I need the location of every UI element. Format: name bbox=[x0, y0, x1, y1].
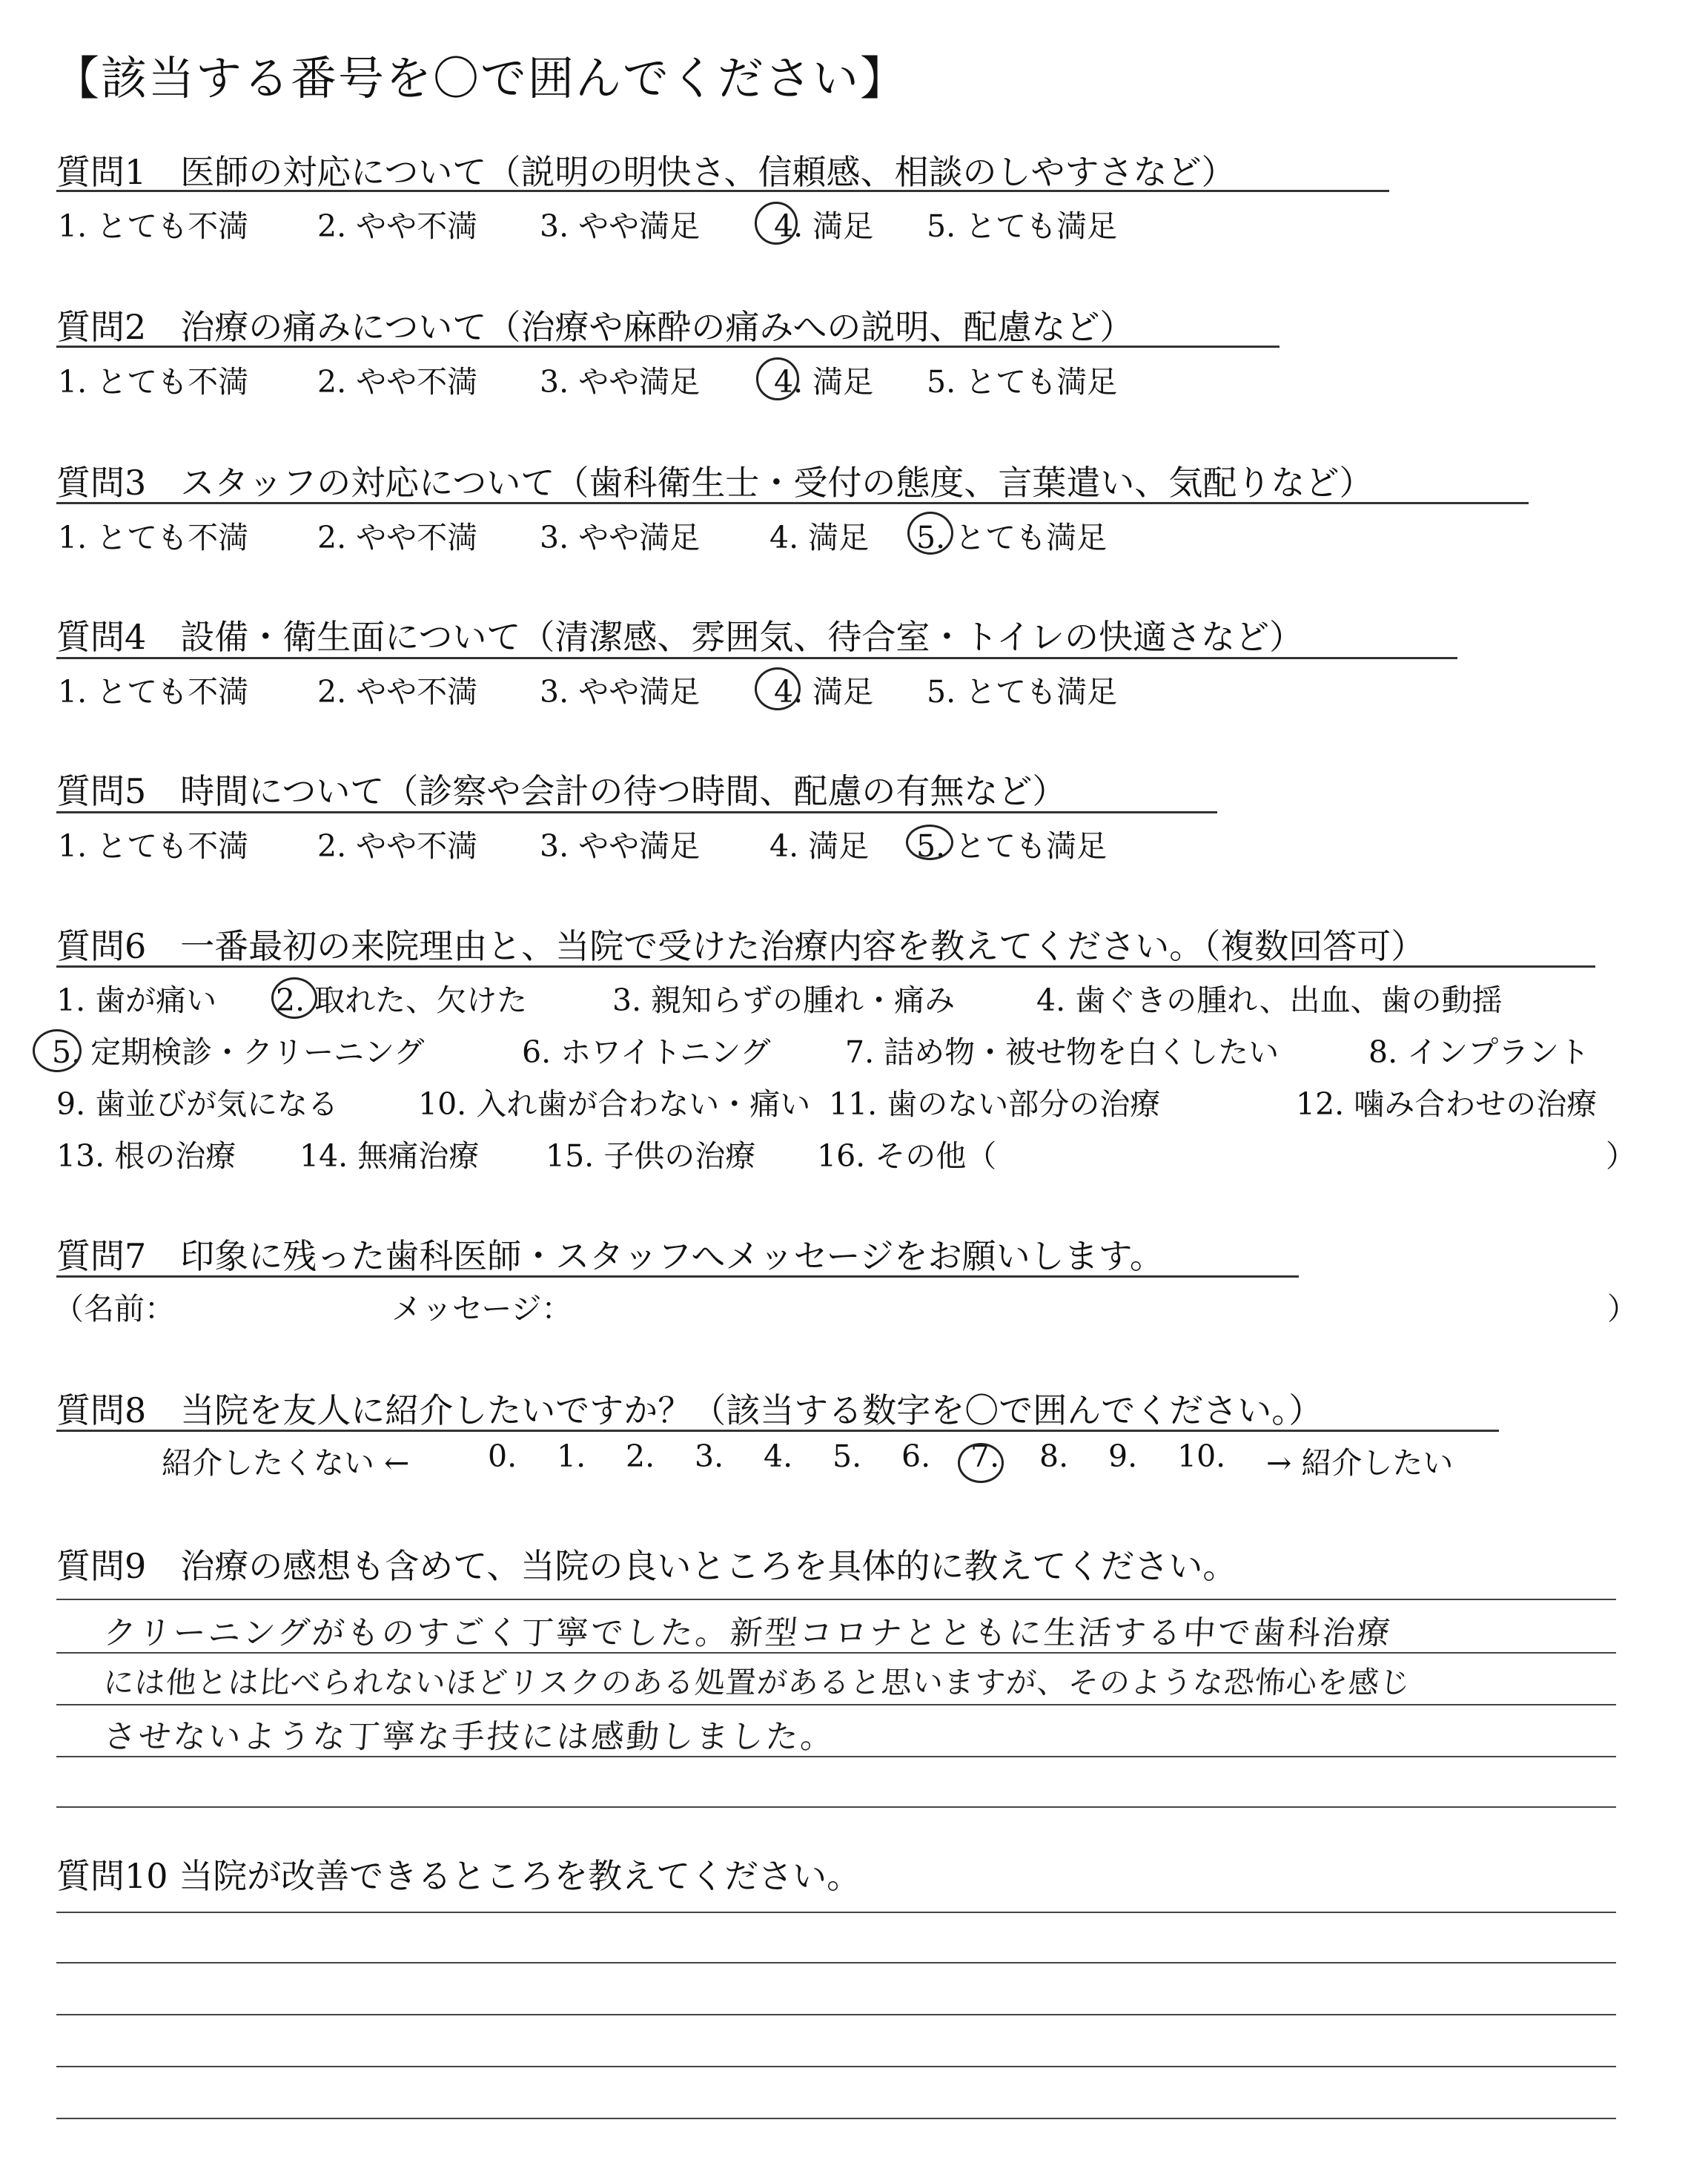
option[interactable]: 2. やや不満 bbox=[317, 520, 478, 555]
selection-circle bbox=[33, 1029, 82, 1072]
question-3-label: 質問3 スタッフの対応について（歯科衛生士・受付の態度、言葉遣い、気配りなど） bbox=[56, 463, 1374, 503]
question-5-label: 質問5 時間について（診察や会計の待つ時間、配慮の有無など） bbox=[56, 771, 1067, 811]
option[interactable]: 10. 入れ歯が合わない・痛い bbox=[418, 1086, 811, 1122]
question-1-label: 質問1 医師の対応について（説明の明快さ、信頼感、相談のしやすさなど） bbox=[56, 152, 1236, 192]
answer-rule bbox=[56, 1806, 1616, 1808]
scale-option[interactable]: 0. bbox=[488, 1439, 517, 1474]
option-selected[interactable]: 5. 定期検診・クリーニング bbox=[52, 1034, 425, 1070]
handwritten-answer-line: クリーニングがものすごく丁寧でした。新型コロナとともに生活する中で歯科治療 bbox=[102, 1614, 1394, 1652]
other-close-paren: ） bbox=[1606, 1138, 1636, 1174]
scale-option-selected[interactable]: 7. bbox=[970, 1439, 1000, 1474]
option[interactable]: 1. とても不満 bbox=[58, 208, 249, 244]
selection-circle bbox=[906, 825, 953, 860]
option[interactable]: 7. 詰め物・被せ物を白くしたい bbox=[845, 1034, 1280, 1070]
scale-option[interactable]: 6. bbox=[901, 1439, 931, 1474]
answer-rule bbox=[56, 1912, 1616, 1913]
option[interactable]: 12. 噛み合わせの治療 bbox=[1296, 1086, 1598, 1122]
option[interactable]: 5. とても満足 bbox=[927, 208, 1118, 244]
option[interactable]: 9. 歯並びが気になる bbox=[56, 1086, 339, 1122]
option[interactable]: 3. やや満足 bbox=[540, 208, 701, 244]
scale-left-label: 紹介したくない ← bbox=[162, 1445, 410, 1481]
option[interactable]: 2. やや不満 bbox=[317, 674, 478, 710]
option-selected[interactable]: 4. 満足 bbox=[774, 674, 874, 710]
option[interactable]: 14. 無痛治療 bbox=[299, 1138, 480, 1174]
option-selected[interactable]: 2. 取れた、欠けた bbox=[276, 982, 528, 1018]
selection-circle bbox=[755, 667, 801, 710]
option-selected[interactable]: 4. 満足 bbox=[774, 208, 874, 244]
option-selected[interactable]: 5. とても満足 bbox=[916, 828, 1108, 864]
answer-rule bbox=[56, 2066, 1616, 2067]
option[interactable]: 5. とても満足 bbox=[927, 674, 1118, 710]
option-selected[interactable]: 4. 満足 bbox=[774, 364, 874, 400]
question-7-underline bbox=[56, 1275, 1299, 1278]
message-close-paren: ） bbox=[1607, 1291, 1638, 1327]
selection-circle bbox=[755, 202, 798, 245]
name-label: （名前： bbox=[53, 1291, 175, 1327]
scale-right-label: → 紹介したい bbox=[1266, 1445, 1454, 1481]
page-title: 【該当する番号を〇で囲んでください】 bbox=[53, 51, 908, 105]
question-8-label: 質問8 当院を友人に紹介したいですか？（該当する数字を〇で囲んでください。） bbox=[56, 1390, 1323, 1430]
answer-rule bbox=[56, 2014, 1616, 2015]
option[interactable]: 1. とても不満 bbox=[58, 674, 249, 710]
answer-rule bbox=[56, 1756, 1616, 1757]
option[interactable]: 5. とても満足 bbox=[927, 364, 1118, 400]
option[interactable]: 2. やや不満 bbox=[317, 364, 478, 400]
option[interactable]: 1. とても不満 bbox=[58, 364, 249, 400]
option[interactable]: 3. やや満足 bbox=[540, 828, 701, 864]
scale-option[interactable]: 4. bbox=[764, 1439, 793, 1474]
selection-circle bbox=[907, 512, 953, 555]
question-4-underline bbox=[56, 657, 1457, 659]
option[interactable]: 1. とても不満 bbox=[58, 520, 249, 555]
option-selected[interactable]: 5. とても満足 bbox=[916, 520, 1108, 555]
answer-rule bbox=[56, 1652, 1616, 1654]
scale-option[interactable]: 5. bbox=[833, 1439, 862, 1474]
question-10-label: 質問10 当院が改善できるところを教えてください。 bbox=[56, 1856, 861, 1896]
option[interactable]: 6. ホワイトニング bbox=[522, 1034, 771, 1070]
option[interactable]: 4. 満足 bbox=[769, 828, 870, 864]
scale-option[interactable]: 2. bbox=[626, 1439, 655, 1474]
selection-circle bbox=[958, 1443, 1004, 1483]
selection-circle bbox=[271, 977, 317, 1019]
question-6-label: 質問6 一番最初の来院理由と、当院で受けた治療内容を教えてください。（複数回答可） bbox=[56, 926, 1426, 966]
answer-rule bbox=[56, 1599, 1616, 1600]
option[interactable]: 1. とても不満 bbox=[58, 828, 249, 864]
option[interactable]: 4. 歯ぐきの腫れ、出血、歯の動揺 bbox=[1036, 982, 1503, 1018]
scale-option[interactable]: 10. bbox=[1177, 1439, 1226, 1474]
option[interactable]: 15. 子供の治療 bbox=[546, 1138, 756, 1174]
option[interactable]: 1. 歯が痛い bbox=[56, 982, 217, 1018]
scale-option[interactable]: 8. bbox=[1039, 1439, 1069, 1474]
option[interactable]: 3. 親知らずの腫れ・痛み bbox=[612, 982, 956, 1018]
answer-rule bbox=[56, 1962, 1616, 1964]
option[interactable]: 16. その他（ bbox=[817, 1138, 997, 1174]
answer-rule bbox=[56, 2118, 1616, 2119]
option[interactable]: 3. やや満足 bbox=[540, 674, 701, 710]
question-3-underline bbox=[56, 502, 1529, 504]
option[interactable]: 13. 根の治療 bbox=[56, 1138, 236, 1174]
question-2-underline bbox=[56, 346, 1280, 348]
scale-option[interactable]: 3. bbox=[695, 1439, 724, 1474]
option[interactable]: 11. 歯のない部分の治療 bbox=[829, 1086, 1161, 1122]
question-2-label: 質問2 治療の痛みについて（治療や麻酔の痛みへの説明、配慮など） bbox=[56, 307, 1134, 347]
answer-rule bbox=[56, 1704, 1616, 1705]
question-9-label: 質問9 治療の感想も含めて、当院の良いところを具体的に教えてください。 bbox=[56, 1546, 1237, 1586]
handwritten-answer-line: させないような丁寧な手技には感動しました。 bbox=[102, 1718, 837, 1756]
question-6-underline bbox=[56, 965, 1595, 968]
option[interactable]: 3. やや満足 bbox=[540, 364, 701, 400]
question-8-underline bbox=[56, 1430, 1499, 1432]
scale-option[interactable]: 1. bbox=[557, 1439, 586, 1474]
question-5-underline bbox=[56, 811, 1217, 813]
option[interactable]: 8. インプラント bbox=[1368, 1034, 1590, 1070]
message-label: メッセージ： bbox=[391, 1291, 572, 1327]
handwritten-answer-line: には他とは比べられないほどリスクのある処置があると思いますが、そのような恐怖心を感じ bbox=[102, 1665, 1412, 1700]
option[interactable]: 2. やや不満 bbox=[317, 828, 478, 864]
selection-circle bbox=[756, 357, 799, 400]
option[interactable]: 2. やや不満 bbox=[317, 208, 478, 244]
question-7-label: 質問7 印象に残った歯科医師・スタッフへメッセージをお願いします。 bbox=[56, 1236, 1164, 1276]
scale-option[interactable]: 9. bbox=[1108, 1439, 1138, 1474]
question-4-label: 質問4 設備・衛生面について（清潔感、雰囲気、待合室・トイレの快適さなど） bbox=[56, 617, 1304, 657]
option[interactable]: 4. 満足 bbox=[769, 520, 870, 555]
question-1-underline bbox=[56, 190, 1389, 192]
option[interactable]: 3. やや満足 bbox=[540, 520, 701, 555]
